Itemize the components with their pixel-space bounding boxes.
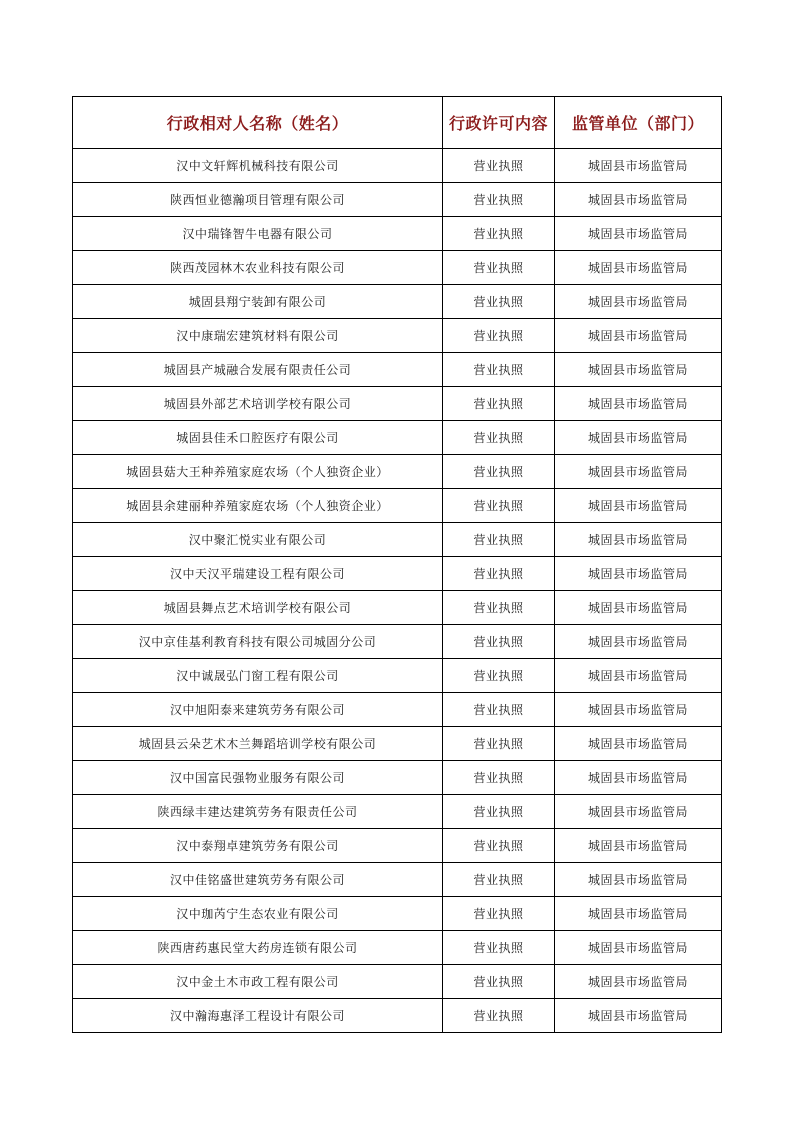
cell-supervising-agency: 城固县市场监管局 <box>555 387 722 421</box>
cell-permit-content: 营业执照 <box>443 489 555 523</box>
cell-permit-content: 营业执照 <box>443 761 555 795</box>
cell-permit-content: 营业执照 <box>443 625 555 659</box>
table-row <box>73 149 722 183</box>
cell-supervising-agency: 城固县市场监管局 <box>555 217 722 251</box>
table-row <box>73 217 722 251</box>
cell-party-name: 城固县余建丽种养殖家庭农场（个人独资企业） <box>73 489 443 523</box>
cell-permit-content: 营业执照 <box>443 591 555 625</box>
cell-permit-content: 营业执照 <box>443 387 555 421</box>
cell-supervising-agency: 城固县市场监管局 <box>555 625 722 659</box>
license-table <box>72 96 722 1033</box>
cell-party-name: 汉中聚汇悦实业有限公司 <box>73 523 443 557</box>
cell-supervising-agency: 城固县市场监管局 <box>555 659 722 693</box>
table-row <box>73 625 722 659</box>
table-row <box>73 693 722 727</box>
cell-supervising-agency: 城固县市场监管局 <box>555 455 722 489</box>
table-row <box>73 965 722 999</box>
cell-party-name: 汉中佳铭盛世建筑劳务有限公司 <box>73 863 443 897</box>
cell-party-name: 陕西茂园林木农业科技有限公司 <box>73 251 443 285</box>
cell-supervising-agency: 城固县市场监管局 <box>555 489 722 523</box>
cell-party-name: 城固县佳禾口腔医疗有限公司 <box>73 421 443 455</box>
table-row <box>73 455 722 489</box>
cell-supervising-agency: 城固县市场监管局 <box>555 251 722 285</box>
table-row <box>73 591 722 625</box>
cell-permit-content: 营业执照 <box>443 999 555 1033</box>
cell-permit-content: 营业执照 <box>443 965 555 999</box>
cell-supervising-agency: 城固县市场监管局 <box>555 931 722 965</box>
cell-permit-content: 营业执照 <box>443 727 555 761</box>
table-row <box>73 863 722 897</box>
table-row <box>73 489 722 523</box>
cell-party-name: 城固县舞点艺术培训学校有限公司 <box>73 591 443 625</box>
table-row <box>73 421 722 455</box>
cell-party-name: 城固县翔宁装卸有限公司 <box>73 285 443 319</box>
cell-supervising-agency: 城固县市场监管局 <box>555 319 722 353</box>
cell-permit-content: 营业执照 <box>443 455 555 489</box>
cell-supervising-agency: 城固县市场监管局 <box>555 421 722 455</box>
cell-party-name: 汉中诚晟弘门窗工程有限公司 <box>73 659 443 693</box>
cell-permit-content: 营业执照 <box>443 319 555 353</box>
table-row <box>73 319 722 353</box>
table-row <box>73 659 722 693</box>
table-row <box>73 727 722 761</box>
cell-permit-content: 营业执照 <box>443 897 555 931</box>
cell-supervising-agency: 城固县市场监管局 <box>555 557 722 591</box>
cell-party-name: 陕西恒业德瀚项目管理有限公司 <box>73 183 443 217</box>
table-row <box>73 829 722 863</box>
cell-party-name: 城固县菇大王种养殖家庭农场（个人独资企业） <box>73 455 443 489</box>
cell-permit-content: 营业执照 <box>443 523 555 557</box>
cell-party-name: 汉中康瑞宏建筑材料有限公司 <box>73 319 443 353</box>
cell-party-name: 汉中国富民强物业服务有限公司 <box>73 761 443 795</box>
table-row <box>73 931 722 965</box>
cell-party-name: 汉中京佳基利教育科技有限公司城固分公司 <box>73 625 443 659</box>
cell-party-name: 汉中文轩辉机械科技有限公司 <box>73 149 443 183</box>
cell-supervising-agency: 城固县市场监管局 <box>555 523 722 557</box>
table-row <box>73 897 722 931</box>
cell-party-name: 汉中珈芮宁生态农业有限公司 <box>73 897 443 931</box>
header-supervising-agency: 监管单位（部门） <box>555 97 722 149</box>
cell-party-name: 城固县云朵艺术木兰舞蹈培训学校有限公司 <box>73 727 443 761</box>
cell-supervising-agency: 城固县市场监管局 <box>555 965 722 999</box>
cell-permit-content: 营业执照 <box>443 693 555 727</box>
cell-party-name: 汉中金土木市政工程有限公司 <box>73 965 443 999</box>
cell-party-name: 汉中瀚海惠泽工程设计有限公司 <box>73 999 443 1033</box>
cell-supervising-agency: 城固县市场监管局 <box>555 353 722 387</box>
cell-permit-content: 营业执照 <box>443 829 555 863</box>
table-row <box>73 795 722 829</box>
cell-supervising-agency: 城固县市场监管局 <box>555 693 722 727</box>
table-body <box>73 149 722 1033</box>
cell-party-name: 汉中天汉平瑞建设工程有限公司 <box>73 557 443 591</box>
table-row <box>73 183 722 217</box>
cell-supervising-agency: 城固县市场监管局 <box>555 591 722 625</box>
cell-supervising-agency: 城固县市场监管局 <box>555 727 722 761</box>
cell-supervising-agency: 城固县市场监管局 <box>555 149 722 183</box>
cell-party-name: 城固县外部艺术培训学校有限公司 <box>73 387 443 421</box>
cell-permit-content: 营业执照 <box>443 183 555 217</box>
cell-permit-content: 营业执照 <box>443 217 555 251</box>
cell-permit-content: 营业执照 <box>443 659 555 693</box>
cell-party-name: 汉中瑞锋智牛电器有限公司 <box>73 217 443 251</box>
cell-permit-content: 营业执照 <box>443 863 555 897</box>
cell-permit-content: 营业执照 <box>443 251 555 285</box>
header-party-name: 行政相对人名称（姓名） <box>73 97 443 149</box>
cell-supervising-agency: 城固县市场监管局 <box>555 897 722 931</box>
cell-permit-content: 营业执照 <box>443 931 555 965</box>
cell-supervising-agency: 城固县市场监管局 <box>555 999 722 1033</box>
cell-party-name: 陕西绿丰建达建筑劳务有限责任公司 <box>73 795 443 829</box>
license-table-container <box>72 96 721 1033</box>
cell-party-name: 陕西唐药惠民堂大药房连锁有限公司 <box>73 931 443 965</box>
cell-permit-content: 营业执照 <box>443 421 555 455</box>
cell-permit-content: 营业执照 <box>443 285 555 319</box>
table-row <box>73 251 722 285</box>
table-row <box>73 353 722 387</box>
cell-supervising-agency: 城固县市场监管局 <box>555 829 722 863</box>
cell-supervising-agency: 城固县市场监管局 <box>555 863 722 897</box>
cell-supervising-agency: 城固县市场监管局 <box>555 183 722 217</box>
cell-supervising-agency: 城固县市场监管局 <box>555 761 722 795</box>
table-row <box>73 523 722 557</box>
table-row <box>73 761 722 795</box>
cell-permit-content: 营业执照 <box>443 795 555 829</box>
cell-permit-content: 营业执照 <box>443 353 555 387</box>
header-row <box>73 97 722 149</box>
table-row <box>73 387 722 421</box>
table-row <box>73 285 722 319</box>
cell-party-name: 汉中旭阳泰来建筑劳务有限公司 <box>73 693 443 727</box>
cell-permit-content: 营业执照 <box>443 149 555 183</box>
cell-supervising-agency: 城固县市场监管局 <box>555 795 722 829</box>
cell-supervising-agency: 城固县市场监管局 <box>555 285 722 319</box>
cell-permit-content: 营业执照 <box>443 557 555 591</box>
table-row <box>73 557 722 591</box>
header-permit-content: 行政许可内容 <box>443 97 555 149</box>
table-row <box>73 999 722 1033</box>
cell-party-name: 城固县产城融合发展有限责任公司 <box>73 353 443 387</box>
cell-party-name: 汉中泰翔卓建筑劳务有限公司 <box>73 829 443 863</box>
